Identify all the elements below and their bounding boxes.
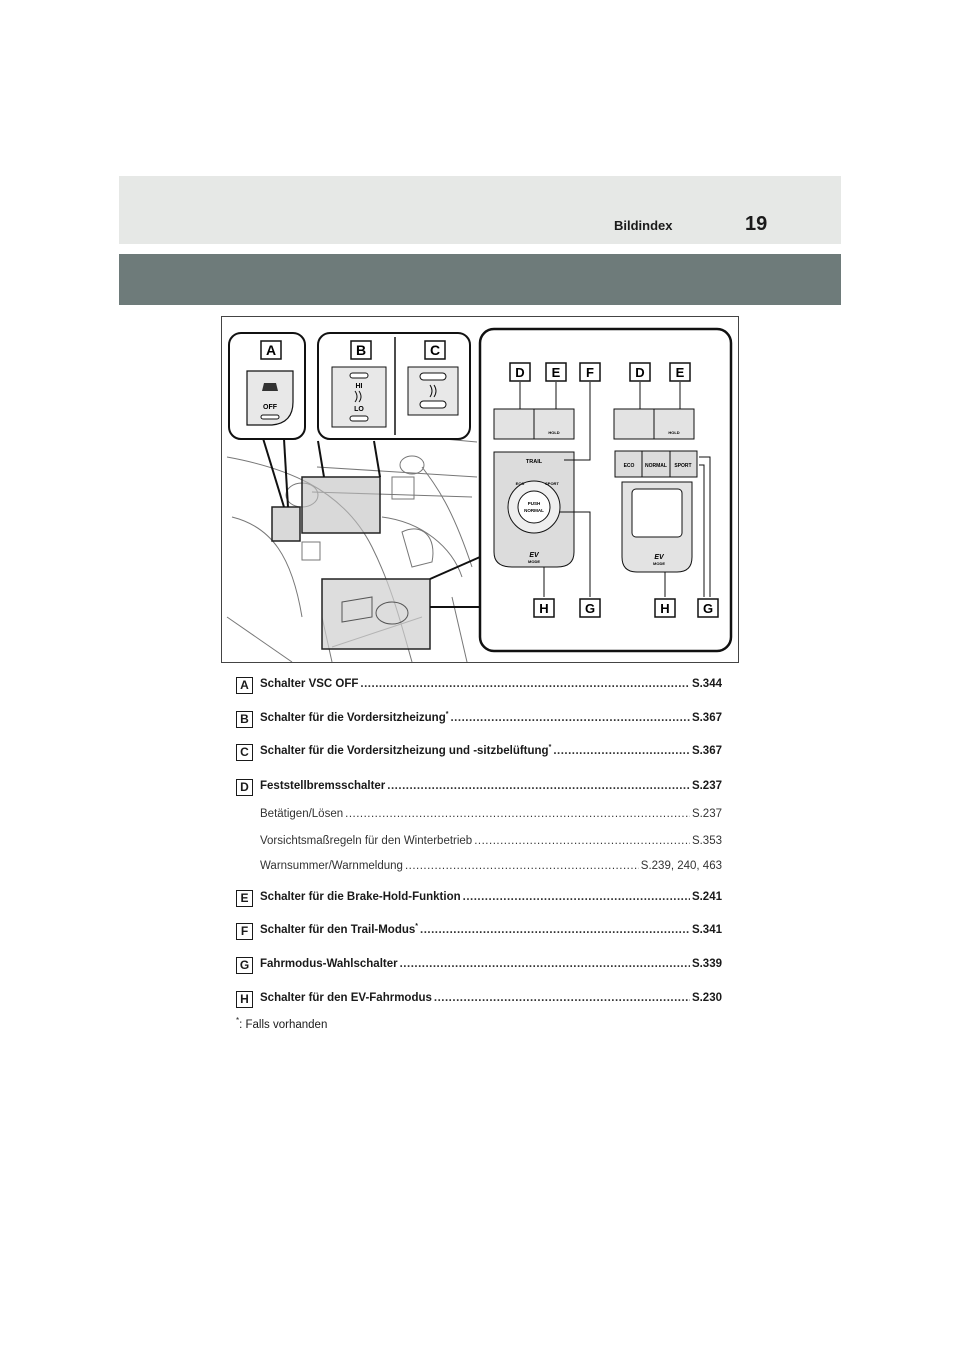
entry-page-ref[interactable]: S.237 xyxy=(691,780,722,792)
svg-text:TRAIL: TRAIL xyxy=(525,459,543,465)
svg-text:MODE: MODE xyxy=(528,559,540,564)
entry-badge: H xyxy=(236,991,253,1008)
svg-text:A: A xyxy=(265,342,277,358)
svg-text:NORMAL: NORMAL xyxy=(524,508,544,513)
footnote-text: : Falls vorhanden xyxy=(239,1018,328,1031)
svg-text:E: E xyxy=(551,365,561,380)
entry-page-ref[interactable]: S.344 xyxy=(691,678,722,690)
leader-dots xyxy=(360,678,690,690)
entry-title: Schalter VSC OFF xyxy=(260,678,359,690)
svg-text:G: G xyxy=(702,601,714,616)
svg-text:SPORT: SPORT xyxy=(545,481,559,486)
index-entry xyxy=(236,710,722,734)
leader-dots xyxy=(345,808,690,820)
svg-text:B: B xyxy=(355,342,367,358)
index-entry xyxy=(236,676,722,700)
svg-text:MODE: MODE xyxy=(653,561,665,566)
index-entry xyxy=(236,889,722,913)
entry-star: * xyxy=(548,744,552,752)
entry-star: * xyxy=(415,923,419,931)
svg-text:NORMAL: NORMAL xyxy=(645,463,667,469)
leader-dots xyxy=(450,712,689,724)
svg-text:H: H xyxy=(539,601,549,616)
header-band xyxy=(119,176,841,244)
leader-dots xyxy=(420,924,690,936)
entry-badge: G xyxy=(236,957,253,974)
entry-page-ref[interactable]: S.367 xyxy=(691,745,722,757)
svg-text:SPORT: SPORT xyxy=(674,463,692,469)
entry-star: * xyxy=(445,711,449,719)
svg-text:PUSH: PUSH xyxy=(527,501,541,506)
index-entry xyxy=(236,990,722,1014)
svg-text:EV: EV xyxy=(529,552,539,559)
entry-title: Schalter für die Vordersitzheizung und -sitzbelüftung* xyxy=(260,744,552,757)
page-number: 19 xyxy=(745,213,768,235)
entry-title: Feststellbremsschalter xyxy=(260,780,386,792)
chapter-band xyxy=(119,254,841,305)
entry-title: Fahrmodus-Wahlschalter xyxy=(260,958,398,970)
leader-dots xyxy=(474,835,690,847)
svg-text:D: D xyxy=(515,365,525,380)
entry-badge: E xyxy=(236,890,253,907)
svg-text:E: E xyxy=(675,365,685,380)
console-illustration xyxy=(221,316,739,663)
svg-text:C: C xyxy=(429,342,441,358)
entry-badge: D xyxy=(236,779,253,796)
leader-dots xyxy=(400,958,690,970)
entry-badge: C xyxy=(236,744,253,761)
entry-title: Schalter für den Trail-Modus* xyxy=(260,923,419,936)
index-entry xyxy=(236,858,722,882)
entry-page-ref[interactable]: S.353 xyxy=(691,835,722,847)
entry-page-ref[interactable]: S.339 xyxy=(691,958,722,970)
entry-title: Schalter für den EV-Fahrmodus xyxy=(260,992,432,1004)
svg-text:D: D xyxy=(635,365,645,380)
svg-text:ECO: ECO xyxy=(515,481,525,486)
footnote-mark: * xyxy=(236,1016,240,1025)
index-entry xyxy=(236,743,722,767)
svg-text:EV: EV xyxy=(654,554,664,561)
footnote xyxy=(236,1016,327,1031)
svg-text:HOLD: HOLD xyxy=(668,430,680,435)
entry-title: Schalter für die Vordersitzheizung* xyxy=(260,711,449,724)
entry-badge: B xyxy=(236,711,253,728)
svg-text:HOLD: HOLD xyxy=(548,430,560,435)
svg-text:G: G xyxy=(584,601,596,616)
svg-text:H: H xyxy=(660,601,670,616)
console-drawing xyxy=(222,317,738,662)
entry-page-ref[interactable]: S.239, 240, 463 xyxy=(640,860,722,872)
svg-text:LO: LO xyxy=(354,406,364,413)
svg-text:HI: HI xyxy=(355,383,363,390)
index-entry xyxy=(236,806,722,830)
entry-page-ref[interactable]: S.367 xyxy=(691,712,722,724)
index-entry xyxy=(236,778,722,802)
svg-text:ECO: ECO xyxy=(623,463,635,469)
leader-dots xyxy=(405,860,639,872)
entry-title: Vorsichtsmaßregeln für den Winterbetrieb xyxy=(260,835,473,847)
entry-badge: F xyxy=(236,923,253,940)
entry-title: Schalter für die Brake-Hold-Funktion xyxy=(260,891,461,903)
leader-dots xyxy=(463,891,690,903)
index-entry xyxy=(236,956,722,980)
svg-text:F: F xyxy=(586,365,594,380)
entry-page-ref[interactable]: S.341 xyxy=(691,924,722,936)
leader-dots xyxy=(387,780,690,792)
entry-page-ref[interactable]: S.230 xyxy=(691,992,722,1004)
leader-dots xyxy=(553,745,690,757)
vsc-off-text: OFF xyxy=(263,404,277,411)
entry-title: Warnsummer/Warnmeldung xyxy=(260,860,403,872)
entry-badge: A xyxy=(236,677,253,694)
entry-title: Betätigen/Lösen xyxy=(260,808,344,820)
index-entry xyxy=(236,922,722,946)
section-title: Bildindex xyxy=(614,218,673,233)
entry-page-ref[interactable]: S.237 xyxy=(691,808,722,820)
index-entry xyxy=(236,833,722,857)
entry-page-ref[interactable]: S.241 xyxy=(691,891,722,903)
leader-dots xyxy=(434,992,690,1004)
